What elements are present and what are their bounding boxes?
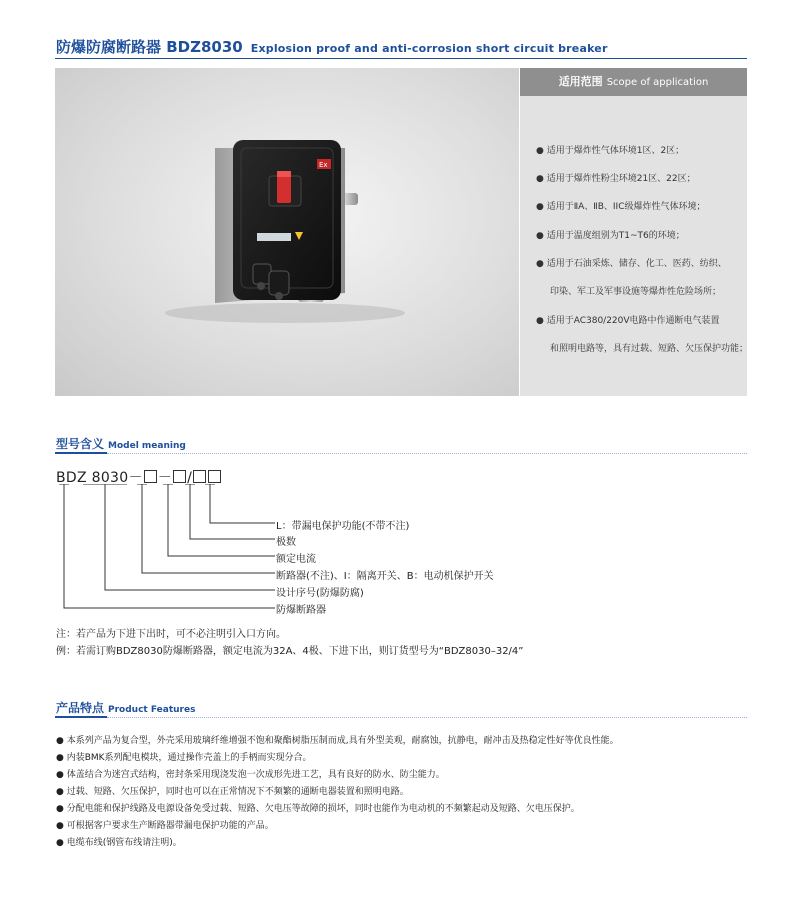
- scope-item: ● 适用于爆炸性粉尘环境21区、22区；: [536, 174, 696, 184]
- model-legend-item: 额定电流: [276, 554, 316, 565]
- model-slash: /: [187, 470, 193, 486]
- model-legend-item: 极数: [276, 537, 296, 548]
- title-en: Explosion proof and anti-corrosion short circuit breaker: [250, 42, 608, 55]
- page-title: [56, 36, 608, 57]
- feature-item: ● 电缆布线(钢管布线请注明)。: [56, 838, 182, 848]
- model-box: [144, 470, 157, 483]
- model-legend-item: 防爆断路器: [276, 605, 326, 616]
- scope-item: 印染、军工及军事设施等爆炸性危险场所；: [550, 287, 722, 297]
- title-divider: [55, 58, 747, 59]
- model-legend-item: L：带漏电保护功能(不带不注): [276, 521, 410, 532]
- features-title-en: Product Features: [108, 705, 196, 715]
- model-example: 例：若需订购BDZ8030防爆断路器，额定电流为32A、4极、下进下出，则订货型号为“BDZ8030–32/4”: [56, 646, 524, 657]
- features-section-rule: [55, 716, 107, 718]
- model-section-dots: [107, 453, 747, 454]
- title-zh: 防爆防腐断路器 BDZ8030: [56, 38, 243, 56]
- scope-title-zh: 适用范围: [558, 75, 603, 88]
- model-title-zh: 型号含义: [56, 437, 105, 451]
- scope-item: ● 适用于温度组别为T1~T6的环境；: [536, 231, 685, 241]
- scope-header: [520, 68, 747, 96]
- scope-panel: [520, 68, 747, 396]
- model-connector-lines: [55, 484, 285, 614]
- breaker-enclosure-icon: [55, 68, 519, 396]
- features-title-zh: 产品特点: [56, 701, 105, 715]
- feature-item: ● 本系列产品为复合型，外壳采用玻璃纤维增强不饱和聚酯树脂压制而成,具有外型美观，耐腐蚀，抗静电，耐冲击及热稳定性好等优良性能。: [56, 736, 619, 746]
- feature-item: ● 可根据客户要求生产断路器带漏电保护功能的产品。: [56, 821, 274, 831]
- scope-item: ● 适用于石油采炼、储存、化工、医药、纺织、: [536, 259, 727, 269]
- model-note: 注：若产品为下进下出时，可不必注明引入口方向。: [56, 629, 286, 640]
- scope-item: ● 适用于AC380/220V电路中作通断电气装置: [536, 316, 720, 326]
- model-box: [193, 470, 206, 483]
- scope-item: ● 适用于爆炸性气体环境1区、2区；: [536, 146, 685, 156]
- scope-item: ● 适用于ⅡA、ⅡB、IIC级爆炸性气体环境；: [536, 202, 706, 212]
- scope-title-en: Scope of application: [606, 77, 709, 88]
- features-section-title: [56, 699, 195, 716]
- model-legend-item: 设计序号(防爆防腐): [276, 588, 364, 599]
- feature-item: ● 体盖结合为迷宫式结构，密封条采用现浇发泡一次成形先进工艺，具有良好的防水、防尘能力。: [56, 770, 445, 780]
- product-photo: [55, 68, 519, 396]
- model-section-title: [56, 435, 186, 452]
- ex-badge: Ex: [319, 161, 328, 169]
- model-section-rule: [55, 452, 107, 454]
- model-box: [208, 470, 221, 483]
- model-code-prefix: BDZ 8030－: [56, 470, 143, 486]
- model-legend-item: 断路器(不注)、I：隔离开关、B：电动机保护开关: [276, 571, 494, 582]
- features-section-dots: [107, 717, 747, 718]
- scope-item: 和照明电路等，具有过载、短路、欠压保护功能；: [550, 344, 749, 354]
- model-box: [173, 470, 186, 483]
- feature-item: ● 内装BMK系列配电模块，通过操作壳盖上的手柄而实现分合。: [56, 753, 312, 763]
- feature-item: ● 分配电能和保护线路及电源设备免受过载、短路、欠电压等故障的损坏，同时也能作为电动机的不频繁起动及短路、欠电压保护。: [56, 804, 580, 814]
- model-title-en: Model meaning: [108, 441, 186, 451]
- model-dash: －: [157, 470, 173, 486]
- feature-item: ● 过载、短路、欠压保护，同时也可以在正常情况下不频繁的通断电器装置和照明电路。: [56, 787, 409, 797]
